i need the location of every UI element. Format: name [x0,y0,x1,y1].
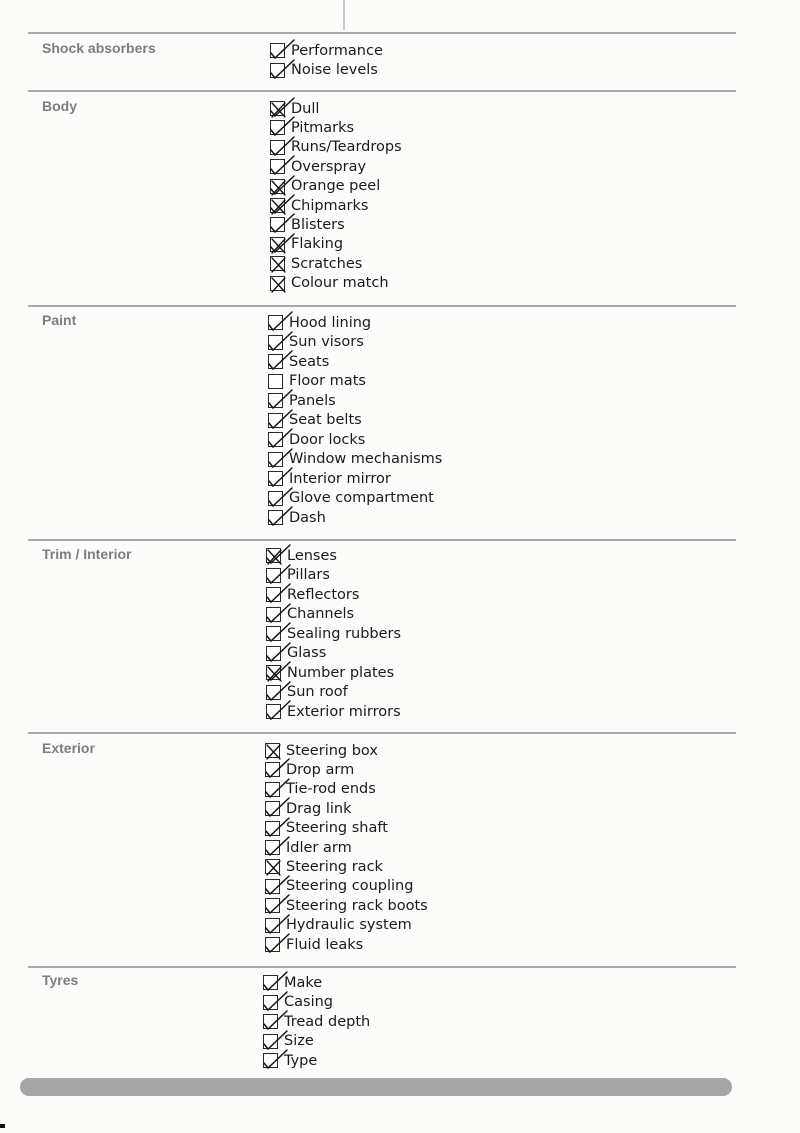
checkbox[interactable] [266,607,281,622]
checkbox[interactable] [265,782,280,797]
item-label: Hood lining [289,314,372,331]
section-divider [28,90,736,92]
checkbox[interactable] [263,975,278,990]
check-mark-icon [266,505,296,531]
item-label: Sealing rubbers [287,625,402,642]
item-label: Sun visors [289,334,364,350]
checkbox[interactable] [270,198,285,213]
checkbox[interactable] [265,879,280,894]
checklist-item[interactable] [268,508,326,527]
item-label: Steering rack boots [286,897,428,914]
item-label: Number plates [287,664,395,681]
item-label: Casing [284,994,333,1010]
checkbox[interactable] [268,335,283,350]
item-label: Seats [289,353,330,370]
checklist-item[interactable] [270,61,378,80]
checkbox[interactable] [266,665,281,680]
checkbox[interactable] [270,217,285,232]
section-title: Paint [42,312,77,328]
item-label: Drag link [286,800,352,817]
checkbox[interactable] [268,432,283,447]
checkbox[interactable] [265,821,280,836]
item-label: Orange peel [291,178,381,195]
item-label: Steering rack [286,858,383,875]
check-mark-icon [264,699,294,725]
section-title: Body [42,98,77,114]
section-divider [28,732,736,734]
checkbox[interactable] [270,276,285,291]
item-label: Interior mirror [289,470,391,487]
item-label: Make [284,974,323,991]
checkbox[interactable] [268,452,283,467]
checkbox[interactable] [270,159,285,174]
section-title: Tyres [42,972,79,988]
checkbox[interactable] [265,918,280,933]
item-label: Flaking [291,236,344,253]
item-label: Dull [291,100,320,117]
checkbox[interactable] [263,1053,278,1068]
item-label: Hydraulic system [286,917,412,934]
checkbox[interactable] [266,626,281,641]
checkbox[interactable] [263,1034,278,1049]
checkbox[interactable] [268,315,283,330]
checkbox[interactable] [270,179,285,194]
checkbox[interactable] [270,120,285,135]
checkbox[interactable] [266,587,281,602]
check-mark-icon [268,58,298,84]
checkbox[interactable] [265,743,280,758]
footer-bar [20,1078,732,1096]
checkbox[interactable] [265,937,280,952]
checkbox[interactable] [263,995,278,1010]
checkbox[interactable] [268,374,283,389]
checkbox[interactable] [268,471,283,486]
item-label: Chipmarks [291,197,369,214]
checkbox[interactable] [270,140,285,155]
section-title: Trim / Interior [42,546,132,562]
item-label: Window mechanisms [289,451,443,467]
cross-mark-icon [268,271,298,297]
item-label: Seat belts [289,412,362,428]
item-label: Noise levels [291,62,378,78]
checkbox[interactable] [268,491,283,506]
item-label: Scratches [291,255,363,272]
checkbox[interactable] [270,256,285,271]
item-label: Runs/Teardrops [291,139,402,156]
checklist-item[interactable] [263,1051,317,1070]
item-label: Idler arm [286,839,352,856]
item-label: Drop arm [286,761,355,778]
item-label: Colour match [291,275,389,292]
checkbox[interactable] [270,43,285,58]
item-label: Dash [289,509,326,526]
checkbox[interactable] [266,548,281,563]
item-label: Sun roof [287,684,348,700]
section-divider [28,966,736,968]
item-label: Exterior mirrors [287,703,401,720]
checkbox[interactable] [270,63,285,78]
scan-mark [343,0,345,30]
item-label: Reflectors [287,586,360,603]
checkbox[interactable] [265,840,280,855]
section-title: Shock absorbers [42,40,156,56]
item-label: Tread depth [284,1013,371,1030]
checklist-item[interactable] [270,274,389,293]
checkbox[interactable] [265,859,280,874]
checkbox[interactable] [270,101,285,116]
checklist-item[interactable] [266,702,401,721]
item-label: Glass [287,645,327,661]
check-mark-icon [261,1048,291,1074]
item-label: Floor mats [289,373,366,389]
checkbox[interactable] [268,510,283,525]
checkbox[interactable] [268,413,283,428]
checklist-item[interactable] [265,935,363,954]
section-title: Exterior [42,740,95,756]
check-mark-icon [263,932,293,958]
section-divider [28,305,736,307]
item-label: Tie-rod ends [286,781,376,798]
item-label: Lenses [287,547,337,564]
checkbox[interactable] [266,568,281,583]
item-label: Panels [289,392,336,409]
checkbox[interactable] [268,354,283,369]
item-label: Size [284,1033,314,1049]
checklist-item[interactable] [268,352,329,371]
item-label: Steering box [286,742,378,759]
item-label: Type [284,1052,318,1069]
item-label: Pillars [287,567,330,583]
item-label: Pitmarks [291,119,355,136]
checkbox[interactable] [265,898,280,913]
item-label: Blisters [291,216,345,233]
checkbox[interactable] [266,685,281,700]
item-label: Overspray [291,158,367,175]
item-label: Glove compartment [289,490,434,506]
item-label: Steering coupling [286,878,414,895]
checkbox[interactable] [265,762,280,777]
item-label: Channels [287,606,355,622]
item-label: Steering shaft [286,820,388,837]
item-label: Door locks [289,431,366,448]
checkbox[interactable] [263,1014,278,1029]
checkbox[interactable] [266,646,281,661]
checkbox[interactable] [266,704,281,719]
section-divider [28,539,736,541]
section-divider [28,32,736,34]
item-label: Performance [291,42,383,59]
scan-dot [0,1124,5,1128]
checkbox[interactable] [268,393,283,408]
item-label: Fluid leaks [286,936,364,953]
checkbox[interactable] [270,237,285,252]
checkbox[interactable] [265,801,280,816]
